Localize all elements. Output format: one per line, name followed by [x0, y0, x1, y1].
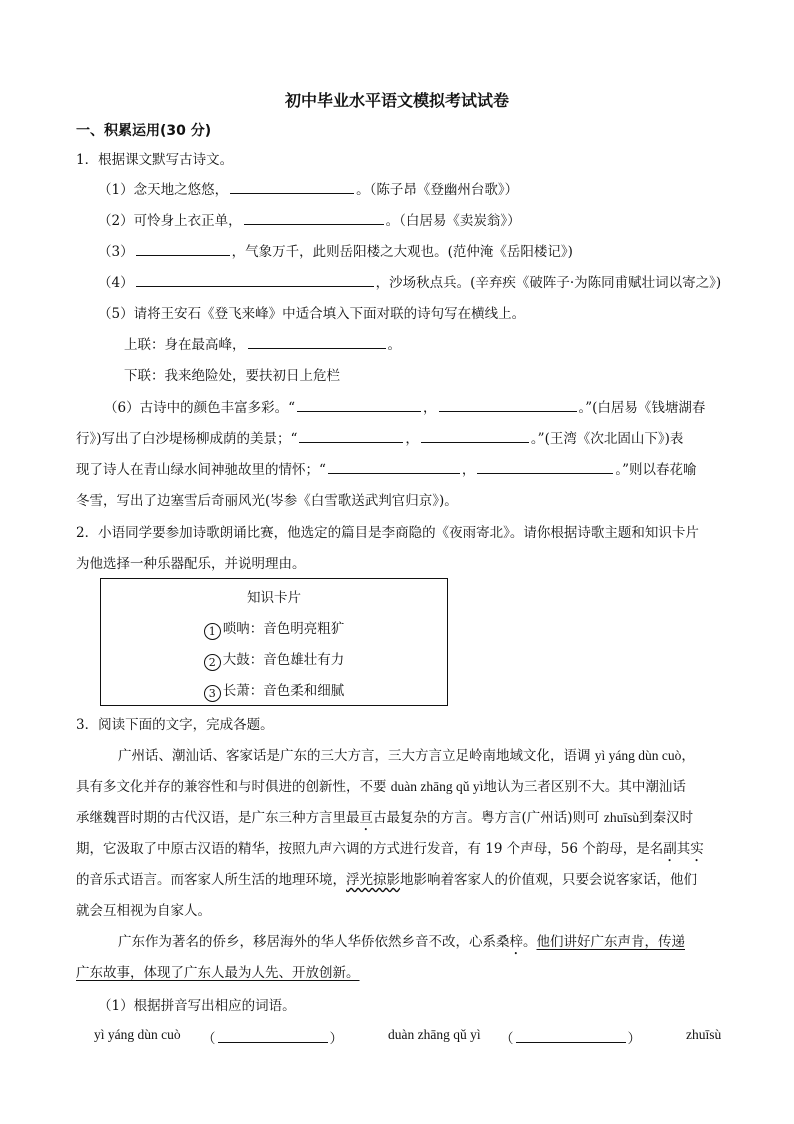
q1-l1-text-b: 。（陈子昂《登幽州台歌》） — [356, 182, 519, 198]
q1-line-2 — [98, 209, 521, 229]
q1-l1-text-a: （1）念天地之悠悠， — [98, 182, 229, 198]
passage-line — [76, 775, 686, 795]
q1-l6-text-b: ， — [423, 400, 437, 416]
dotted-char: 梓 — [509, 934, 523, 950]
answer-blank[interactable] — [477, 459, 613, 474]
underlined-sentence: 他们讲好广东声肯，传递 — [536, 934, 685, 950]
answer-blank[interactable] — [136, 241, 230, 256]
knowledge-card — [100, 578, 448, 706]
circled-number: 3 — [204, 685, 221, 702]
q1-l8-text-a: 现了诗人在青山绿水间神驰故里的情怀；“ — [76, 462, 326, 478]
q1-l2-text-b: 。（白居易《卖炭翁》） — [385, 213, 521, 229]
passage-text: 期，它汲取了中原古汉语的精华，按照九声六调的方式进行发音，有 19 个声母，56 个韵母，是名 — [76, 841, 664, 857]
answer-blank[interactable] — [439, 397, 577, 412]
knowledge-card-item — [101, 617, 447, 640]
q1-l4-text-a: （4） — [98, 275, 134, 291]
q1-l7-text-a: 行》)写出了白沙堤杨柳成荫的美景；“ — [76, 431, 298, 447]
passage-line — [76, 961, 360, 981]
paren-left: （ — [202, 1031, 216, 1047]
q1-line-5: （5）请将王安石《登飞来峰》中适合填入下面对联的诗句写在横线上。 — [98, 306, 526, 322]
passage-line — [76, 806, 693, 834]
answer-blank[interactable] — [297, 397, 421, 412]
q1-l7-text-b: ， — [405, 431, 419, 447]
knowledge-card-item — [101, 679, 447, 702]
q1-l7-text-c: 。”(王湾《次北固山下》)表 — [530, 431, 684, 447]
answer-blank[interactable] — [136, 272, 374, 287]
couplet-upper — [124, 333, 401, 353]
q3-sub1: （1）根据拼音写出相应的词语。 — [98, 998, 296, 1014]
q1-l2-text-a: （2）可怜身上衣正单， — [98, 213, 242, 229]
answer-blank[interactable] — [244, 210, 384, 225]
couplet-lower: 下联：我来绝险处，要扶初日上危栏 — [124, 368, 340, 384]
circled-number: 2 — [204, 654, 221, 671]
q2-line-2: 为他选择一种乐器配乐，并说明理由。 — [76, 556, 306, 572]
passage-text: 具有多文化并存的兼容性和与时俱进的创新性，不要 — [76, 779, 391, 795]
q1-line-3 — [98, 240, 573, 260]
dotted-char: 副 — [663, 841, 677, 857]
q1-line-1 — [98, 178, 518, 198]
q1-l3-text-b: ，气象万千，此则岳阳楼之大观也。(范仲淹《岳阳楼记》) — [231, 244, 573, 260]
couplet-upper-text: 上联：身在最高峰， — [124, 337, 246, 353]
answer-blank[interactable] — [516, 1028, 626, 1043]
pinyin-prompt-2: duàn zhāng qǔ yì — [388, 1027, 481, 1042]
paren-right: ） — [329, 1031, 343, 1047]
passage-text: 古最复杂的方言。粤方言(广州话)则可 — [373, 810, 604, 826]
answer-blank[interactable] — [328, 459, 460, 474]
passage-line — [76, 868, 697, 888]
passage-text: 其 — [676, 841, 691, 857]
knowledge-card-item-text: 唢呐：音色明亮粗犷 — [222, 621, 345, 637]
circled-number: 1 — [204, 623, 221, 640]
q3-stem: 3．阅读下面的文字，完成各题。 — [76, 717, 274, 733]
answer-blank[interactable] — [230, 179, 354, 194]
q1-line-9: 冬雪，写出了边塞雪后奇丽风光(岑参《白雪歌送武判官归京》)。 — [76, 493, 458, 509]
q1-l6-text-a: （6）古诗中的颜色丰富多彩。“ — [104, 400, 295, 416]
q1-line-6 — [104, 396, 705, 416]
answer-blank[interactable] — [218, 1028, 328, 1043]
knowledge-card-item — [101, 648, 447, 671]
answer-paren-2 — [500, 1027, 641, 1047]
q1-line-7 — [76, 427, 683, 447]
passage-text: 地影响着客家人的价值观，只要会说客家话，他们 — [400, 872, 697, 888]
paren-left: （ — [500, 1031, 514, 1047]
passage-line — [118, 930, 685, 958]
q1-l6-text-c: 。”(白居易《钱塘湖春 — [578, 400, 706, 416]
passage-text: 的音乐式语言。而客家人所生活的地理环境， — [76, 872, 346, 888]
q1-l3-text-a: （3） — [98, 244, 134, 260]
pinyin-text: zhuīsù — [603, 810, 640, 825]
dotted-char: 亘 — [359, 810, 373, 826]
pinyin-text: yì yáng dùn cuò — [594, 748, 682, 763]
answer-paren-1 — [202, 1027, 343, 1047]
q1-l4-text-b: ，沙场秋点兵。(辛弃疾《破阵子·为陈同甫赋壮词以寄之》) — [375, 275, 722, 291]
q1-l8-text-c: 。”则以春花喻 — [615, 462, 697, 478]
answer-blank[interactable] — [248, 334, 386, 349]
answer-blank[interactable] — [421, 428, 529, 443]
q1-line-4 — [98, 271, 721, 291]
passage-line: 就会互相视为自家人。 — [76, 903, 211, 919]
passage-line — [76, 837, 704, 865]
pinyin-prompt-1: yì yáng dùn cuò — [94, 1027, 181, 1042]
pinyin-text: duàn zhāng qǔ yì — [390, 779, 484, 794]
q2-line-1: 2．小语同学要参加诗歌朗诵比赛，他选定的篇目是李商隐的《夜雨寄北》。请你根据诗歌主题和知识卡片 — [76, 525, 699, 541]
passage-text: 到秦汉时 — [639, 810, 694, 826]
passage-text: 。 — [523, 934, 537, 950]
knowledge-card-item-text: 大鼓：音色雄壮有力 — [222, 652, 345, 668]
passage-text: 广州话、潮汕话、客家话是广东的三大方言，三大方言立足岭南地域文化，语调 — [118, 748, 595, 764]
underlined-sentence: 广东故事，体现了广东人最为人先、开放创新。 — [76, 965, 360, 981]
q1-stem: 1．根据课文默写古诗文。 — [76, 152, 234, 168]
couplet-upper-end: 。 — [387, 337, 401, 353]
wavy-underlined-phrase: 浮光掠影 — [346, 872, 400, 888]
passage-line — [118, 744, 695, 764]
dotted-char: 实 — [690, 841, 704, 857]
section-heading: 一、积累运用(30 分) — [76, 123, 212, 139]
pinyin-prompt-3: zhuīsù — [686, 1027, 722, 1042]
passage-text: 地认为三者区别不大。其中潮汕话 — [483, 779, 686, 795]
knowledge-card-title: 知识卡片 — [247, 590, 301, 606]
passage-text: 承继魏晋时期的古代汉语，是广东三种方言里最 — [76, 810, 360, 826]
q1-line-8 — [76, 458, 697, 478]
paren-right: ） — [627, 1031, 641, 1047]
answer-blank[interactable] — [299, 428, 403, 443]
passage-text: 广东作为著名的侨乡，移居海外的华人华侨依然乡音不改，心系桑 — [118, 934, 510, 950]
page-title: 初中毕业水平语文模拟考试试卷 — [284, 91, 509, 110]
q1-l8-text-b: ， — [461, 462, 476, 478]
passage-text: ， — [681, 748, 695, 764]
knowledge-card-item-text: 长萧：音色柔和细腻 — [222, 683, 345, 699]
